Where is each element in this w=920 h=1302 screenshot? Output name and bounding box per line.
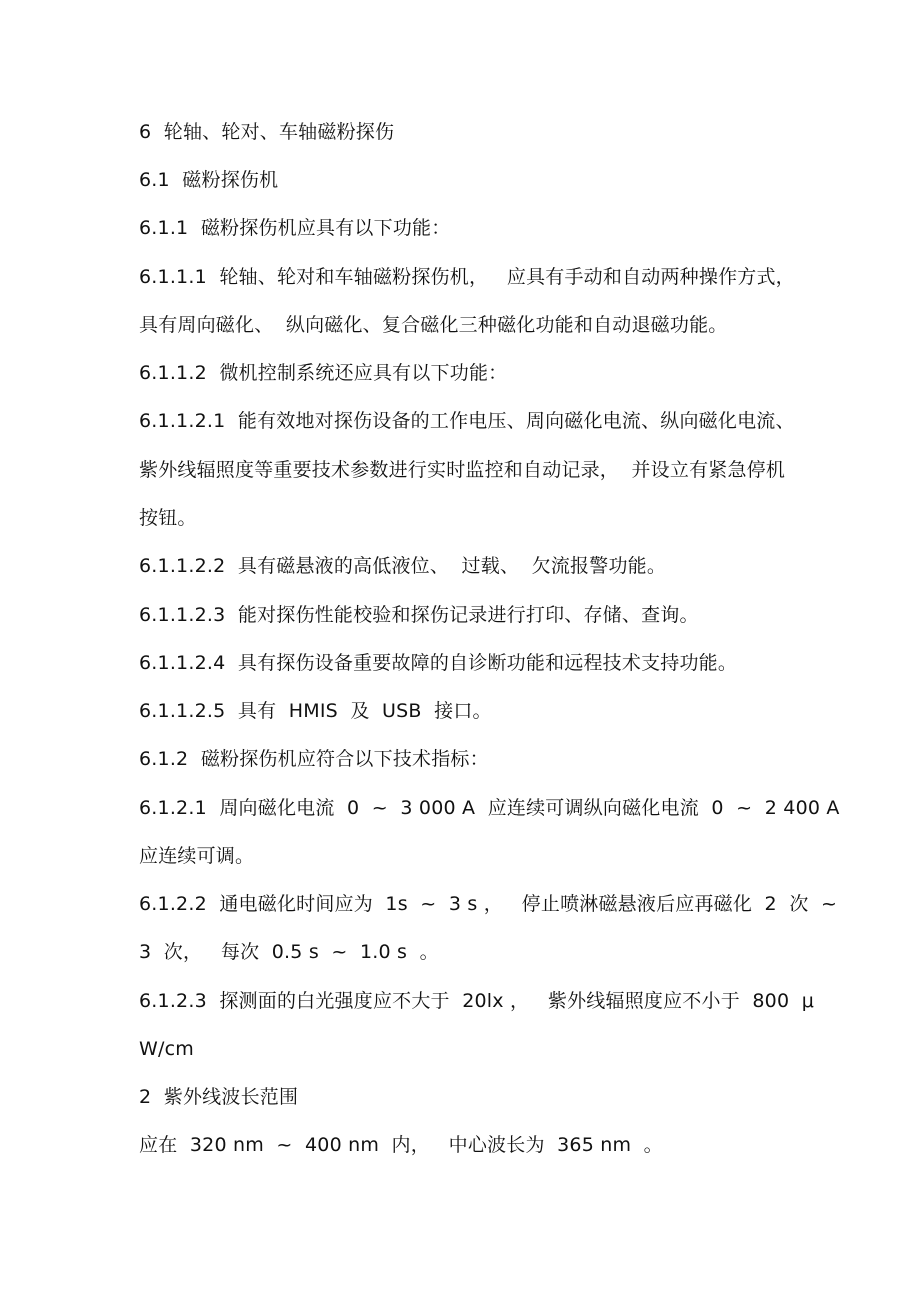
paragraph-line: 紫外线辐照度等重要技术参数进行实时监控和自动记录， 并设立有紧急停机 [139,459,786,481]
paragraph-line: 6.1.1 磁粉探伤机应具有以下功能： [139,217,451,239]
paragraph-line: 6.1.1.2 微机控制系统还应具有以下功能： [139,362,508,384]
subsection-heading: 6.1 磁粉探伤机 [139,169,279,191]
paragraph-line: W/cm [139,1038,194,1060]
paragraph-line: 6.1.2.2 通电磁化时间应为 1s ~ 3 s ， 停止喷淋磁悬液后应再磁化 2 次 ~ [139,893,838,915]
paragraph-line: 6.1.1.2.4 具有探伤设备重要故障的自诊断功能和远程技术支持功能。 [139,652,738,674]
paragraph-line: 6.1.2 磁粉探伤机应符合以下技术指标： [139,748,489,770]
paragraph-line: 2 紫外线波长范围 [139,1086,299,1108]
paragraph-line: 6.1.2.3 探测面的白光强度应不大于 20lx ， 紫外线辐照度应不小于 800 μ [139,990,815,1012]
paragraph-line: 6.1.1.2.1 能有效地对探伤设备的工作电压、周向磁化电流、纵向磁化电流、 [139,410,795,432]
paragraph-line: 按钮。 [139,507,197,529]
paragraph-line: 3 次， 每次 0.5 s ~ 1.0 s 。 [139,941,439,963]
paragraph-line: 6.1.1.2.2 具有磁悬液的高低液位、 过载、 欠流报警功能。 [139,555,667,577]
paragraph-line: 6.1.1.2.5 具有 HMIS 及 USB 接口。 [139,700,492,722]
paragraph-line: 6.1.1.2.3 能对探伤性能校验和探伤记录进行打印、存储、查询。 [139,604,699,626]
paragraph-line: 6.1.1.1 轮轴、轮对和车轴磁粉探伤机， 应具有手动和自动两种操作方式， [139,266,795,288]
paragraph-line: 具有周向磁化、 纵向磁化、复合磁化三种磁化功能和自动退磁功能。 [139,314,728,336]
paragraph-line: 6.1.2.1 周向磁化电流 0 ~ 3 000 A 应连续可调纵向磁化电流 0 ~ 2 400 A [139,797,840,819]
section-heading: 6 轮轴、轮对、车轴磁粉探伤 [139,121,395,143]
paragraph-line: 应连续可调。 [139,845,255,867]
paragraph-line: 应在 320 nm ~ 400 nm 内， 中心波长为 365 nm 。 [139,1134,663,1156]
